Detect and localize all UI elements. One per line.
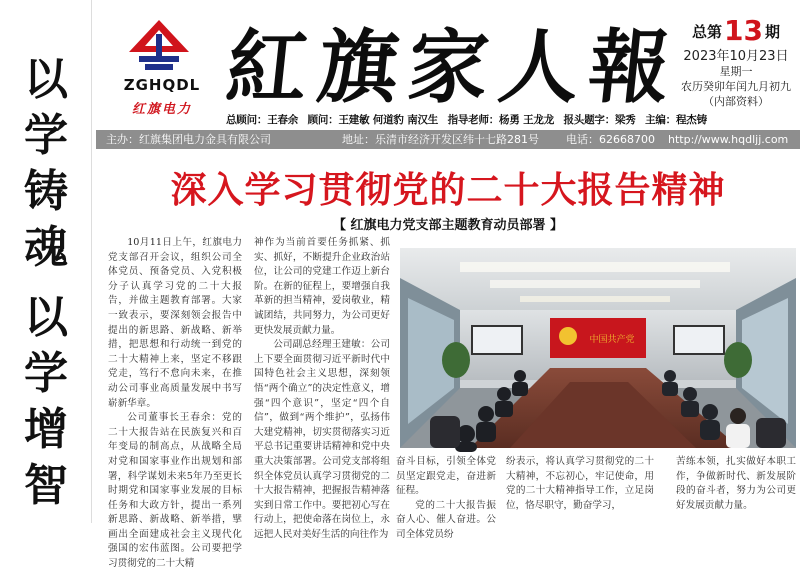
article-paragraph: 10月11日上午，红旗电力党支部召开会议，组织公司全体党员、预备党员、入党积极分子认真学习党的二十大报告，并做主题教育部署。大家一致表示，要深刻领会报告中提出的新思路、新战略、新举措，把思想和行动统一到党的二十大精神上来，坚定不移跟党走，笃行不怠向未来，在推动公司事业高质量发展中书写崭新华章。 — [108, 237, 242, 409]
calligraphy-char: 增 — [24, 404, 68, 455]
info-bar — [96, 130, 800, 149]
calligraphy-strip — [0, 0, 92, 523]
article-paragraph: 奋斗目标，引领全体党员坚定跟党走，奋进新征程。 — [396, 456, 496, 497]
article-paragraph: 苦练本领，扎实做好本职工作，争做新时代、新发展阶段的奋斗者，努力为公司更好发展贡献力量。 — [676, 456, 796, 511]
issue-weekday: 星期一 — [719, 65, 753, 78]
article-paragraph: 公司董事长王春余：党的二十大报告站在民族复兴和百年变局的制高点，从战略全局对党和国家事业作出规划和部署，科学谋划未来5年乃至更长时期党和国家事业发展的目标任务和大政方针，提出一系列新思路、新战略、新举措，擘画出全面建成社会主义现代化强国的宏伟蓝图。公司要把学习贯彻党的二十大精 — [108, 412, 242, 570]
article-paragraph: 神作为当前首要任务抓紧、抓实、抓好，不断提升企业政治站位，让公司的党建工作迈上新台阶。在新的征程上，要增强自我革新的担当精神，爱岗敬业，精诚团结，共同努力，为公司更好更快发展贡献力量。 — [254, 237, 390, 336]
masthead-char: 旗 — [312, 19, 401, 114]
credit-item: 总顾问：王春余 — [226, 114, 299, 126]
article-column-5 — [676, 455, 796, 523]
credit-item: 指导老师：杨勇 王龙龙 — [447, 114, 555, 126]
issue-suffix: 期 — [764, 23, 780, 41]
calligraphy-char: 以 — [24, 54, 68, 105]
masthead-char: 家 — [403, 19, 492, 114]
credit-item: 顾问：王建敏 何道豹 南汉生 — [307, 114, 439, 126]
credits-line — [226, 112, 707, 127]
calligraphy-line-2 — [10, 290, 82, 514]
issue-note: （内部资料） — [703, 95, 769, 108]
issue-line — [676, 14, 796, 47]
calligraphy-char: 学 — [24, 348, 68, 399]
issue-date: 2023年10月23日 — [683, 49, 789, 64]
article-subhead: 【 红旗电力党支部主题教育动员部署 】 — [332, 218, 564, 233]
calligraphy-char: 智 — [24, 460, 68, 511]
article-column-1 — [108, 236, 242, 570]
website-link[interactable]: http://www.hqdljj.com — [668, 133, 789, 146]
calligraphy-char: 铸 — [24, 166, 68, 217]
meeting-photo-illustration — [400, 248, 796, 448]
company-logo — [112, 18, 212, 118]
article-column-2 — [254, 236, 390, 540]
article-headline: 深入学习贯彻党的二十大报告精神 — [170, 169, 726, 211]
logo-mark-icon — [127, 18, 191, 72]
article-paragraph: 党的二十大报告振奋人心、催人奋进。公司全体党员纷 — [396, 499, 496, 540]
issue-lunar-date: 农历癸卯年闰九月初九 — [681, 80, 791, 93]
masthead-char: 人 — [493, 19, 582, 114]
photo-banner-text: 中国共产党 — [589, 335, 635, 345]
address-text: 地址：乐清市经济开发区纬十七路281号 — [342, 133, 539, 146]
calligraphy-char: 学 — [24, 110, 68, 161]
article-column-3 — [396, 455, 496, 540]
article-paragraph: 公司副总经理王建敏：公司上下要全面贯彻习近平新时代中国特色社会主义思想，深刻领悟“两个确立”的决定性意义，增强“四个意识”，坚定“四个自信”，做到“两个维护”，弘扬伟大建党精神，切实贯彻落实习近平总书记重要讲话精神和党中央重大决策部署。公司党支部将组织全体党员认真学习贯彻党的二十大报告精神，把握报告精神落实到日常工作中。要把初心写在行动上，把使命落在岗位上，永远把人民对美好生活的向往作为 — [254, 339, 390, 540]
calligraphy-line-1 — [10, 52, 82, 276]
sponsor-text: 主办：红旗集团电力金具有限公司 — [106, 133, 271, 146]
newspaper-masthead — [222, 12, 673, 114]
article-column-4 — [506, 455, 654, 523]
issue-number: 13 — [724, 14, 763, 47]
logo-code: ZGHQDL — [123, 76, 201, 94]
article-paragraph: 纷表示，将认真学习贯彻党的二十大精神，不忘初心，牢记使命，用党的二十大精神指导工作，立足岗位，恪尽职守，勤奋学习， — [506, 456, 654, 511]
credit-item: 主编：程杰铸 — [645, 114, 707, 126]
masthead-char: 紅 — [222, 19, 311, 114]
issue-prefix: 总第 — [692, 23, 723, 41]
phone-text: 电话：62668700 — [566, 133, 655, 146]
credit-item: 报头题字：梁秀 — [563, 114, 636, 126]
masthead-char: 報 — [584, 19, 673, 114]
calligraphy-char: 以 — [24, 292, 68, 343]
meeting-photo — [400, 248, 796, 448]
logo-name: 红旗电力 — [131, 102, 192, 117]
issue-info — [676, 14, 796, 109]
calligraphy-char: 魂 — [24, 222, 68, 273]
